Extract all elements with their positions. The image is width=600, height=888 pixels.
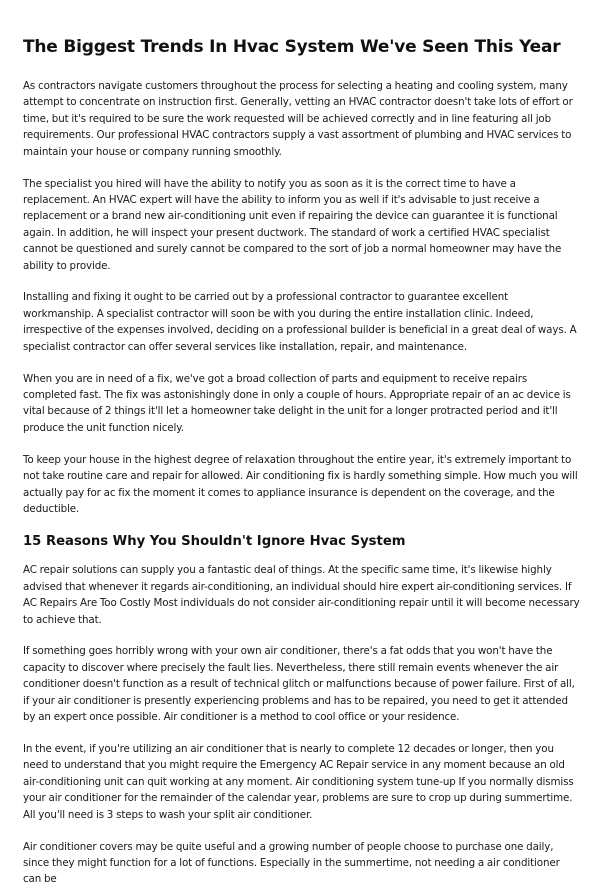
section-heading: 15 Reasons Why You Shouldn't Ignore Hvac System <box>23 534 406 550</box>
body-paragraph: Installing and fixing it ought to be carried out by a professional contractor to guarantee excellent workmanship. A specialist contractor will soon be with you during the entire installation clinic. Indeed, irrespective of the expenses involved, deciding on a professional builder is beneficial in a great deal of ways. A specialist contractor can offer several services like installation, repair, and maintenance. <box>23 291 577 353</box>
body-paragraph: The specialist you hired will have the ability to notify you as soon as it is the correct time to have a replacement. An HVAC expert will have the ability to inform you as well if it's advisable to just receive a replacement or a brand new air-conditioning unit even if repairing the device can guarantee it is functional again. In addition, he will inspect your present ductwork. The standard of work a certified HVAC specialist cannot be questioned and surely cannot be compared to the sort of job a normal homeowner may have the ability to provide. <box>23 177 562 272</box>
body-paragraph: If something goes horribly wrong with your own air conditioner, there's a fat odds that you won't have the capacity to discover where precisely the fault lies. Nevertheless, there still remain events whenever the air conditioner doesn't function as a result of technical glitch or malfunctions because of power failure. First of all, if your air conditioner is presently experiencing problems and has to be repaired, you need to get it attended by an expert once possible. Air conditioner is a method to cool office or your residence. <box>23 645 575 724</box>
article-title: The Biggest Trends In Hvac System We've Seen This Year <box>23 37 561 57</box>
body-paragraph: Air conditioner covers may be quite useful and a growing number of people choose to purchase one daily, since they might function for a lot of functions. Especially in the summertime, not needing a air conditioner can be <box>23 840 560 886</box>
body-paragraph: When you are in need of a fix, we've got a broad collection of parts and equipment to receive repairs completed fast. The fix was astonishingly done in only a couple of hours. Appropriate repair of an ac device is vital because of 2 things it'll let a homeowner take delight in the unit for a longer protracted period and it'll produce the unit function nicely. <box>23 372 571 434</box>
body-paragraph: AC repair solutions can supply you a fantastic deal of things. At the specific same time, it's likewise highly advised that whenever it regards air-conditioning, an individual should hire expert air-conditioning services. If AC Repairs Are Too Costly Most individuals do not consider air-conditioning repair until it will become necessary to achieve that. <box>23 564 580 626</box>
body-paragraph: In the event, if you're utilizing an air conditioner that is nearly to complete 12 decades or longer, then you need to understand that you might require the Emergency AC Repair service in any moment because an old air-conditioning unit can quit working at any moment. Air conditioning system tune-up If you normally dismiss your air conditioner for the remainder of the calendar year, problems are sure to crop up during summertime. All you'll need is 3 steps to wash your split air conditioner. <box>23 743 574 821</box>
body-paragraph: To keep your house in the highest degree of relaxation throughout the entire year, it's extremely important to not take routine care and repair for allowed. Air conditioning fix is hardly something simple. How much you will actually pay for ac fix the moment it comes to appliance insurance is dependent on the coverage, and the deductible. <box>23 453 578 515</box>
body-paragraph: As contractors navigate customers throughout the process for selecting a heating and cooling system, many attempt to concentrate on instruction first. Generally, vetting an HVAC contractor doesn't take lots of effort or time, but it's required to be sure the work requested will be achieved correctly and in line featuring all job requirements. Our professional HVAC contractors supply a vast assortment of plumbing and HVAC services to maintain your house or company running smoothly. <box>23 80 573 158</box>
